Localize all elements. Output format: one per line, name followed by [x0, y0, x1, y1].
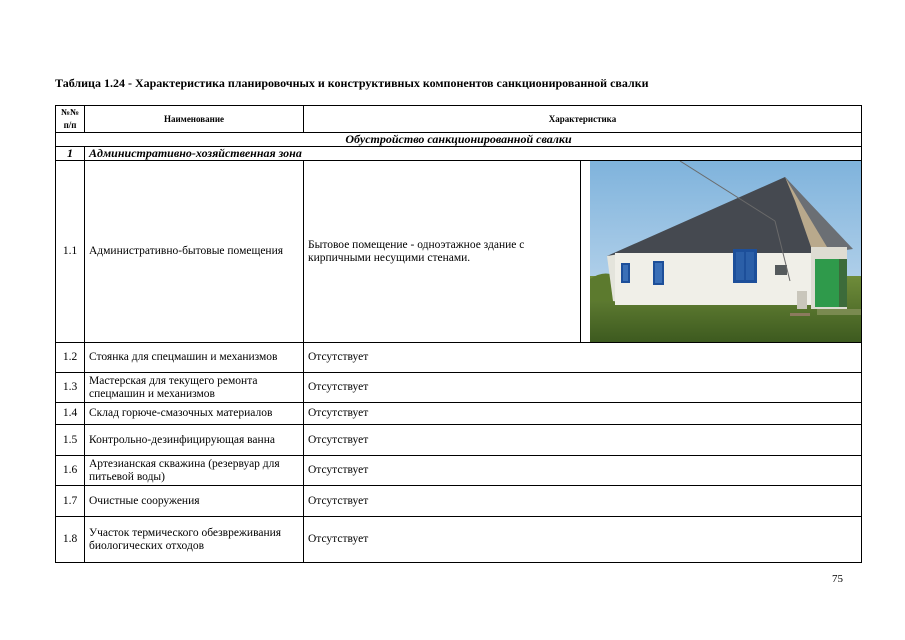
section-row [56, 133, 862, 147]
row-name: Стоянка для спецмашин и механизмов [85, 343, 304, 373]
row-value: Отсутствует [304, 456, 862, 486]
table-row [56, 456, 862, 486]
characteristics-table [55, 105, 862, 563]
table-row [56, 403, 862, 425]
row-name: Контрольно-дезинфицирующая ванна [85, 425, 304, 456]
table-row [56, 161, 862, 343]
row-name: Мастерская для текущего ремонта спецмашин и механизмов [85, 373, 304, 403]
building-photo [581, 161, 862, 343]
header-name: Наименование [85, 106, 304, 133]
row-number: 1.7 [56, 486, 85, 517]
zone-number: 1 [56, 147, 85, 161]
header-num: №№ п/п [56, 106, 85, 133]
row-number: 1.1 [56, 161, 85, 343]
row-name: Артезианская скважина (резервуар для питьевой воды) [85, 456, 304, 486]
table-title: Таблица 1.24 - Характеристика планировочных и конструктивных компонентов санкционированной свалки [55, 76, 649, 90]
building-photo-image [585, 161, 862, 342]
row-value: Отсутствует [304, 486, 862, 517]
table-row [56, 517, 862, 563]
row-value: Отсутствует [304, 517, 862, 563]
row-number: 1.4 [56, 403, 85, 425]
row-name: Очистные сооружения [85, 486, 304, 517]
row-value: Отсутствует [304, 403, 862, 425]
zone-title: Административно-хозяйственная зона [85, 147, 862, 161]
row-value: Отсутствует [304, 343, 862, 373]
table-row [56, 373, 862, 403]
zone-row [56, 147, 862, 161]
row-number: 1.5 [56, 425, 85, 456]
row-number: 1.8 [56, 517, 85, 563]
row-value: Отсутствует [304, 373, 862, 403]
row-value: Отсутствует [304, 425, 862, 456]
section-title: Обустройство санкционированной свалки [56, 133, 862, 147]
table-row [56, 343, 862, 373]
table-row [56, 425, 862, 456]
header-row [56, 106, 862, 133]
row-value: Бытовое помещение - одноэтажное здание с кирпичными несущими стенами. [304, 161, 581, 343]
row-number: 1.2 [56, 343, 85, 373]
row-number: 1.6 [56, 456, 85, 486]
row-name: Административно-бытовые помещения [85, 161, 304, 343]
row-name: Участок термического обезвреживания биологических отходов [85, 517, 304, 563]
row-number: 1.3 [56, 373, 85, 403]
header-characteristic: Характеристика [304, 106, 862, 133]
table-row [56, 486, 862, 517]
page-number: 75 [832, 573, 843, 585]
row-name: Склад горюче-смазочных материалов [85, 403, 304, 425]
